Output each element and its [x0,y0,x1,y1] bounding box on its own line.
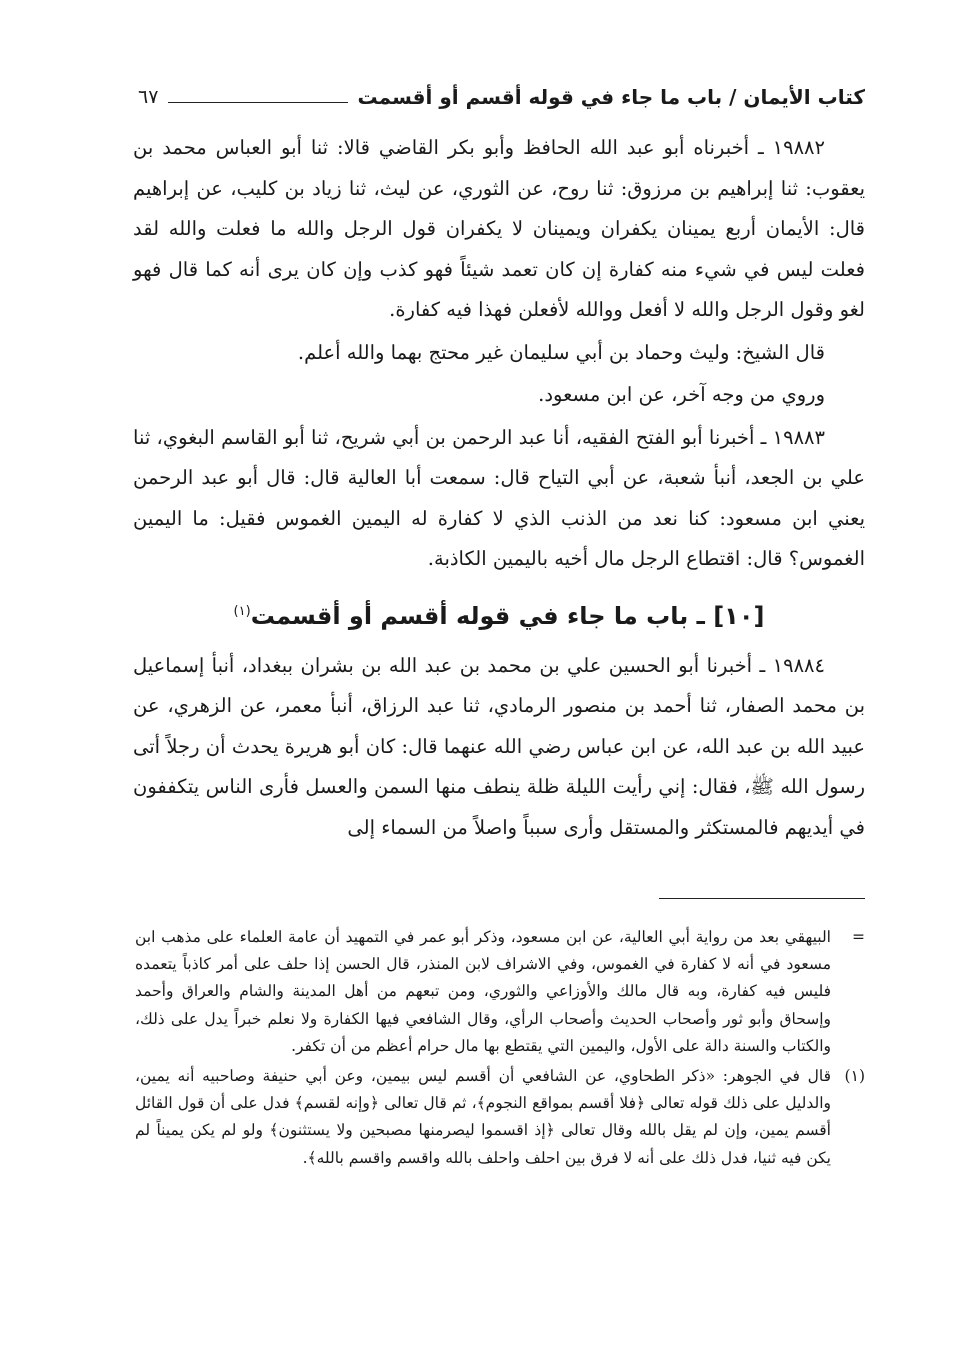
footnote-text: قال في الجوهر: «ذكر الطحاوي، عن الشافعي أن أقسم ليس بيمين، وعن أبي حنيفة وصاحبيه أنه يمين، والدليل على ذلك قوله تعالى ﴿فلا أقسم بمواقع النجوم﴾، ثم قال تعالى ﴿وإنه لقسم﴾ فدل على أن قول القائل أقسم يمين، وإن لم يقل بالله وقال تعالى ﴿إذ اقسموا ليصرمنها مصبحين ولا يستثنون﴾ ولو لم يكن يميناً لم يكن فيه ثنيا، فدل ذلك على أنه لا فرق بين احلف واحلف بالله واقسم واقسم بالله﴾. [135,1067,831,1167]
section-heading [133,590,865,638]
footnotes [135,924,865,1172]
header-rule [168,102,347,103]
footnote-text: البيهقي بعد من رواية أبي العالية، عن ابن مسعود، وذكر أبو عمر في التمهيد أن عامة العلماء على مذهب ابن مسعود في أنه لا كفارة في الغموس، وفي الاشراف لابن المنذر، قال الحسن إذا حلف على أمر كاذباً يتعمده فليس فيه كفارة، وبه قال مالك والأوزاعي والثوري، ومن تبعهم من أهل المدينة والشام والعراق وأحمد وإسحاق وأبو ثور وأصحاب الحديث وأصحاب الرأي، وقال الشافعي فيها الكفارة ولا نعلم خبراً يدل على ذلك، والكتاب والسنة دالة على الأول، واليمين التي يقتطع بها مال حرام أعظم من أن تكفر. [135,928,831,1055]
footnote-separator [659,898,865,899]
footnote-marker: = [852,928,865,946]
hadith-19883: ١٩٨٨٣ ـ أخبرنا أبو الفتح الفقيه، أنا عبد الرحمن بن أبي شريح، ثنا أبو القاسم البغوي، ثنا علي بن الجعد، أنبأ شعبة، عن أبي التياح قال: سمعت أبا العالية قال: قال أبو عبد الرحمن يعني ابن مسعود: كنا نعد من الذنب الذي لا كفارة له اليمين الغموس فقيل: ما اليمين الغموس؟ قال: اقتطاع الرجل مال أخيه باليمين الكاذبة. [133,425,865,570]
hadith-19884: ١٩٨٨٤ ـ أخبرنا أبو الحسين علي بن محمد بن عبد الله بن بشران ببغداد، أنبأ إسماعيل بن محمد الصفار، ثنا أحمد بن منصور الرمادي، ثنا عبد الرزاق، أنبأ معمر، عن الزهري، عن عبيد الله بن عبد الله، عن ابن عباس رضي الله عنهما قال: كان أبو هريرة يحدث أن رجلاً أتى رسول الله ﷺ، فقال: إني رأيت الليلة ظلة ينطف منها السمن والعسل فأرى الناس يتكففون في أيديهم فالمستكثر والمستقل وأرى سبباً واصلاً من السماء إلى [133,653,865,839]
footnote-continued [135,924,865,1060]
sheikh-comment: قال الشيخ: وليث وحماد بن أبي سليمان غير محتج بهما والله أعلم. [297,340,825,364]
page-number: ٦٧ [138,86,159,108]
footnote-ref-1: (١) [233,603,251,619]
footnote-marker: (١) [844,1067,865,1086]
running-title: كتاب الأيمان / باب ما جاء في قوله أقسم أو أقسمت [357,85,865,109]
main-text [133,128,865,848]
footnote-1 [135,1063,865,1172]
section-heading-text: [١٠] ـ باب ما جاء في قوله أقسم أو أقسمت [250,601,765,630]
page-header [138,80,865,114]
hadith-19882: ١٩٨٨٢ ـ أخبرناه أبو عبد الله الحافظ وأبو بكر القاضي قالا: ثنا أبو العباس محمد بن يعقوب: ثنا إبراهيم بن مرزوق: ثنا روح، عن الثوري، عن ليث، ثنا زياد بن كليب، عن إبراهيم قال: الأيمان أربع يمينان يكفران ويمينان لا يكفران قول الرجل والله ما فعلت والله لقد فعلت ليس في شيء منه كفارة إن كان تعمد شيئاً فهو كذب وإن كان يرى أنه كما قال فهو لغو وقول الرجل والله لا أفعل ووالله لأفعلن فهذا فيه كفارة. [133,136,865,321]
other-narration-note: وروي من وجه آخر، عن ابن مسعود. [538,383,825,406]
